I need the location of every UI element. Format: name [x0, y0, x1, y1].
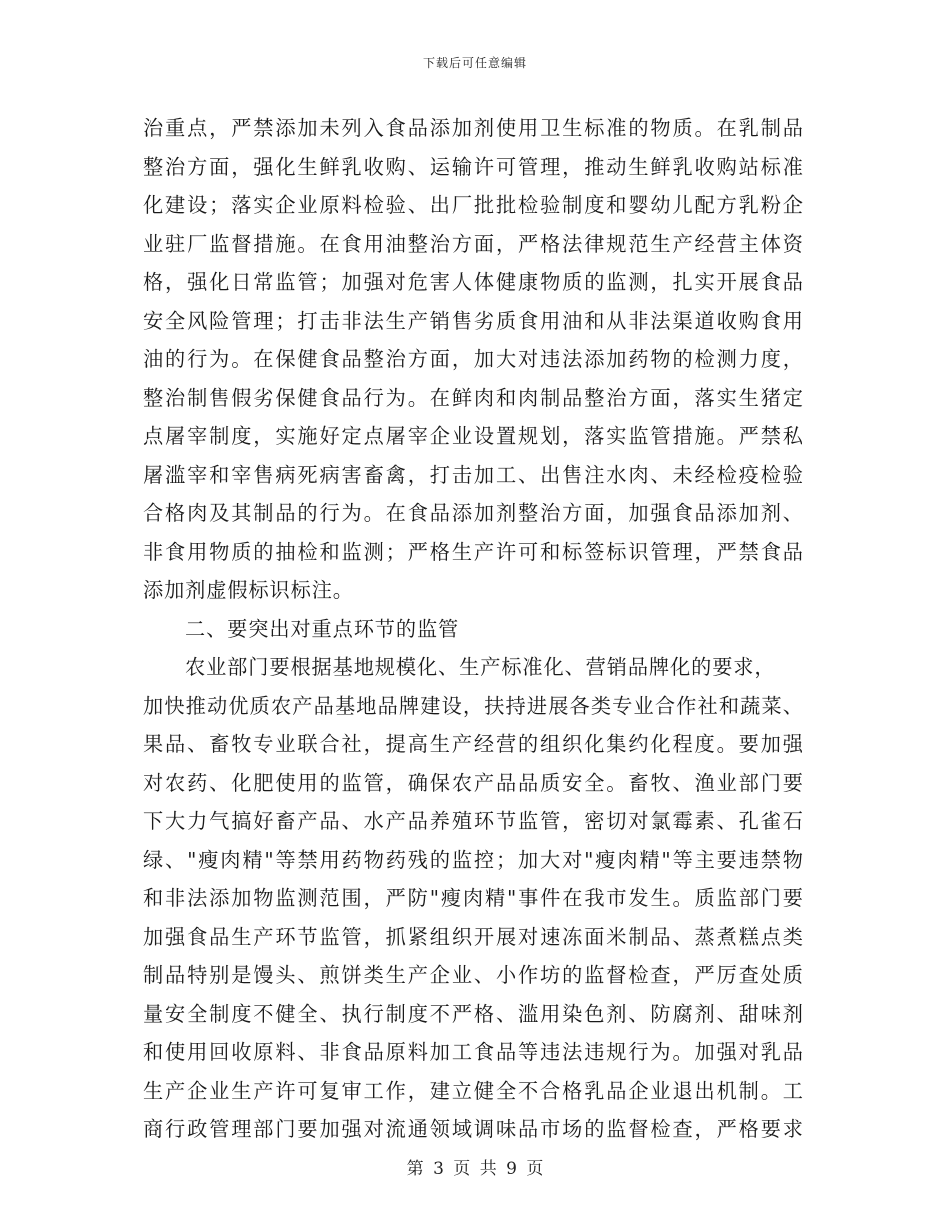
text-line: 整治方面，强化生鲜乳收购、运输许可管理，推动生鲜乳收购站标准 — [143, 154, 803, 179]
text-line: 非食用物质的抽检和监测；严格生产许可和标签标识管理，严禁食品 — [143, 539, 803, 564]
text-line: 对农药、化肥使用的监管，确保农产品品质安全。畜牧、渔业部门要 — [143, 770, 803, 795]
text-line: 下大力气搞好畜产品、水产品养殖环节监管，密切对氯霉素、孔雀石 — [143, 809, 803, 833]
page-number: 第 3 页 共 9 页 — [406, 1159, 544, 1179]
text-line: 添加剂虚假标识标注。 — [143, 578, 354, 602]
text-line: 整治制售假劣保健食品行为。在鲜肉和肉制品整治方面，落实生猪定 — [143, 385, 803, 410]
text-line: 和非法添加物监测范围，严防"瘦肉精"事件在我市发生。质监部门要 — [143, 886, 803, 910]
text-line: 农业部门要根据基地规模化、生产标准化、营销品牌化的要求， — [185, 655, 776, 679]
header-note: 下载后可任意编辑 — [422, 56, 527, 70]
text-line: 果品、畜牧专业联合社，提高生产经营的组织化集约化程度。要加强 — [143, 732, 803, 756]
text-line: 屠滥宰和宰售病死病害畜禽，打击加工、出售注水肉、未经检疫检验 — [143, 462, 803, 487]
text-line: 加强食品生产环节监管，抓紧组织开展对速冻面米制品、蒸煮糕点类 — [143, 924, 803, 949]
text-line: 业驻厂监督措施。在食用油整治方面，严格法律规范生产经营主体资 — [143, 231, 803, 256]
text-line: 合格肉及其制品的行为。在食品添加剂整治方面，加强食品添加剂、 — [143, 501, 803, 525]
text-line: 油的行为。在保健食品整治方面，加大对违法添加药物的检测力度， — [143, 347, 803, 371]
text-line: 和使用回收原料、非食品原料加工食品等违法违规行为。加强对乳品 — [143, 1040, 803, 1064]
text-line: 化建设；落实企业原料检验、出厂批批检验制度和婴幼儿配方乳粉企 — [143, 193, 803, 217]
text-line: 点屠宰制度，实施好定点屠宰企业设置规划，落实监管措施。严禁私 — [143, 424, 803, 448]
section-heading: 二、要突出对重点环节的监管 — [185, 616, 460, 641]
text-line: 加快推动优质农产品基地品牌建设，扶持进展各类专业合作社和蔬菜、 — [143, 693, 803, 718]
document-body — [143, 109, 803, 1149]
text-line: 绿、"瘦肉精"等禁用药物药残的监控；加大对"瘦肉精"等主要违禁物 — [143, 847, 803, 872]
text-line: 商行政管理部门要加强对流通领域调味品市场的监督检查，严格要求 — [143, 1117, 803, 1141]
text-line: 量安全制度不健全、执行制度不严格、滥用染色剂、防腐剂、甜味剂 — [143, 1001, 803, 1026]
text-line: 生产企业生产许可复审工作，建立健全不合格乳品企业退出机制。工 — [143, 1078, 803, 1103]
text-line: 制品特别是馒头、煎饼类生产企业、小作坊的监督检查，严厉查处质 — [143, 963, 803, 987]
text-line: 治重点，严禁添加未列入食品添加剂使用卫生标准的物质。在乳制品 — [143, 116, 803, 140]
text-line: 格，强化日常监管；加强对危害人体健康物质的监测，扎实开展食品 — [143, 270, 803, 294]
text-line: 安全风险管理；打击非法生产销售劣质食用油和从非法渠道收购食用 — [143, 308, 803, 333]
